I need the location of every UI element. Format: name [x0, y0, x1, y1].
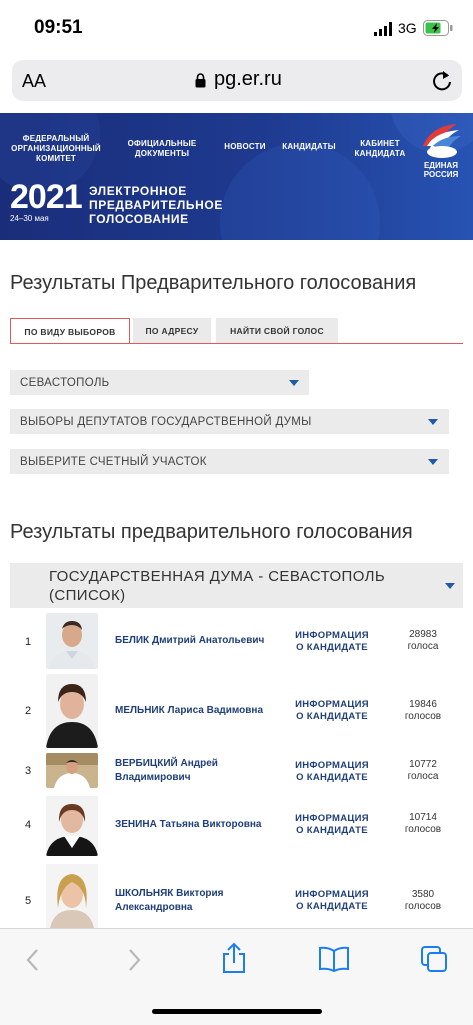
- bookmarks-icon[interactable]: [318, 946, 350, 972]
- candidate-number: 1: [25, 636, 32, 648]
- chevron-down-icon: [428, 419, 438, 425]
- results-title: Результаты предварительного голосования: [10, 521, 413, 543]
- text-size-button[interactable]: AA: [22, 71, 47, 91]
- nav-candidate-cabinet[interactable]: КАБИНЕТ КАНДИДАТА: [354, 139, 406, 158]
- candidate-name[interactable]: БЕЛИК Дмитрий Анатольевич: [115, 635, 265, 646]
- precinct-select-value: ВЫБЕРИТЕ СЧЕТНЫЙ УЧАСТОК: [20, 455, 207, 468]
- tab-by-election-type[interactable]: ПО ВИДУ ВЫБОРОВ: [10, 318, 130, 344]
- page-title: Результаты Предварительного голосования: [10, 272, 417, 294]
- chevron-down-icon: [289, 380, 299, 386]
- candidate-info-link[interactable]: ИНФОРМАЦИЯ О КАНДИДАТЕ: [295, 760, 369, 783]
- candidate-name[interactable]: МЕЛЬНИК Лариса Вадимовна: [115, 705, 264, 716]
- candidate-votes: 10714 голосов: [404, 812, 442, 835]
- candidate-votes: 10772 голоса: [407, 759, 439, 782]
- tab-underline: [10, 343, 463, 344]
- nav-federal-committee[interactable]: ФЕДЕРАЛЬНЫЙ ОРГАНИЗАЦИОННЫЙ КОМИТЕТ: [11, 134, 101, 163]
- share-icon[interactable]: [221, 942, 247, 974]
- chevron-down-icon: [428, 459, 438, 465]
- candidate-info-link[interactable]: ИНФОРМАЦИЯ О КАНДИДАТЕ: [295, 630, 369, 653]
- candidate-number: 4: [25, 819, 32, 831]
- banner-dates: 24–30 мая: [10, 214, 49, 223]
- candidate-info-link[interactable]: ИНФОРМАЦИЯ О КАНДИДАТЕ: [295, 889, 369, 912]
- candidate-photo[interactable]: [46, 753, 98, 788]
- home-indicator: [152, 1009, 322, 1014]
- region-select[interactable]: [10, 370, 309, 395]
- network-type: 3G: [398, 20, 417, 36]
- chevron-down-icon[interactable]: [445, 583, 455, 589]
- precinct-select[interactable]: [10, 449, 449, 474]
- banner-year: 2021: [10, 178, 82, 216]
- election-select-value: ВЫБОРЫ ДЕПУТАТОВ ГОСУДАРСТВЕННОЙ ДУМЫ: [20, 415, 312, 428]
- nav-candidates[interactable]: КАНДИДАТЫ: [282, 142, 336, 151]
- back-icon[interactable]: [24, 948, 42, 972]
- url-text[interactable]: pg.er.ru: [214, 68, 282, 90]
- candidate-number: 3: [25, 765, 32, 777]
- nav-official-documents[interactable]: ОФИЦИАЛЬНЫЕ ДОКУМЕНТЫ: [127, 139, 197, 158]
- tabs-icon[interactable]: [420, 945, 448, 973]
- battery-icon: [423, 20, 453, 36]
- candidate-votes: 3580 голосов: [404, 889, 442, 912]
- accordion-title[interactable]: ГОСУДАРСТВЕННАЯ ДУМА - СЕВАСТОПОЛЬ (СПИСОК): [49, 568, 386, 604]
- signal-icon: [374, 22, 394, 36]
- candidate-number: 2: [25, 705, 32, 717]
- candidate-votes: 19846 голосов: [404, 699, 442, 722]
- candidate-info-link[interactable]: ИНФОРМАЦИЯ О КАНДИДАТЕ: [295, 699, 369, 722]
- lock-icon: [195, 73, 206, 88]
- candidate-photo[interactable]: [46, 796, 98, 856]
- region-select-value: СЕВАСТОПОЛЬ: [20, 376, 110, 389]
- candidate-photo[interactable]: [46, 613, 98, 669]
- election-banner: [0, 113, 473, 240]
- election-select[interactable]: [10, 409, 449, 434]
- tab-by-address[interactable]: ПО АДРЕСУ: [133, 318, 211, 343]
- candidate-photo[interactable]: [46, 674, 98, 748]
- reload-icon[interactable]: [431, 70, 453, 92]
- candidate-number: 5: [25, 895, 32, 907]
- nav-news[interactable]: НОВОСТИ: [224, 142, 266, 151]
- candidate-photo[interactable]: [46, 864, 98, 928]
- candidate-votes: 28983 голоса: [407, 629, 439, 652]
- status-time: 09:51: [34, 17, 83, 38]
- forward-icon[interactable]: [125, 948, 143, 972]
- candidate-name[interactable]: ЗЕНИНА Татьяна Викторовна: [115, 819, 262, 830]
- banner-title: ЭЛЕКТРОННОЕ ПРЕДВАРИТЕЛЬНОЕ ГОЛОСОВАНИЕ: [89, 184, 223, 226]
- candidate-name[interactable]: ВЕРБИЦКИЙ Андрей Владимирович: [115, 758, 218, 783]
- united-russia-logo[interactable]: [421, 122, 463, 160]
- logo-text: ЕДИНАЯ РОССИЯ: [423, 161, 459, 179]
- tab-find-your-vote[interactable]: НАЙТИ СВОЙ ГОЛОС: [216, 318, 338, 343]
- candidate-info-link[interactable]: ИНФОРМАЦИЯ О КАНДИДАТЕ: [295, 813, 369, 836]
- candidate-name[interactable]: ШКОЛЬНЯК Виктория Александровна: [115, 888, 224, 913]
